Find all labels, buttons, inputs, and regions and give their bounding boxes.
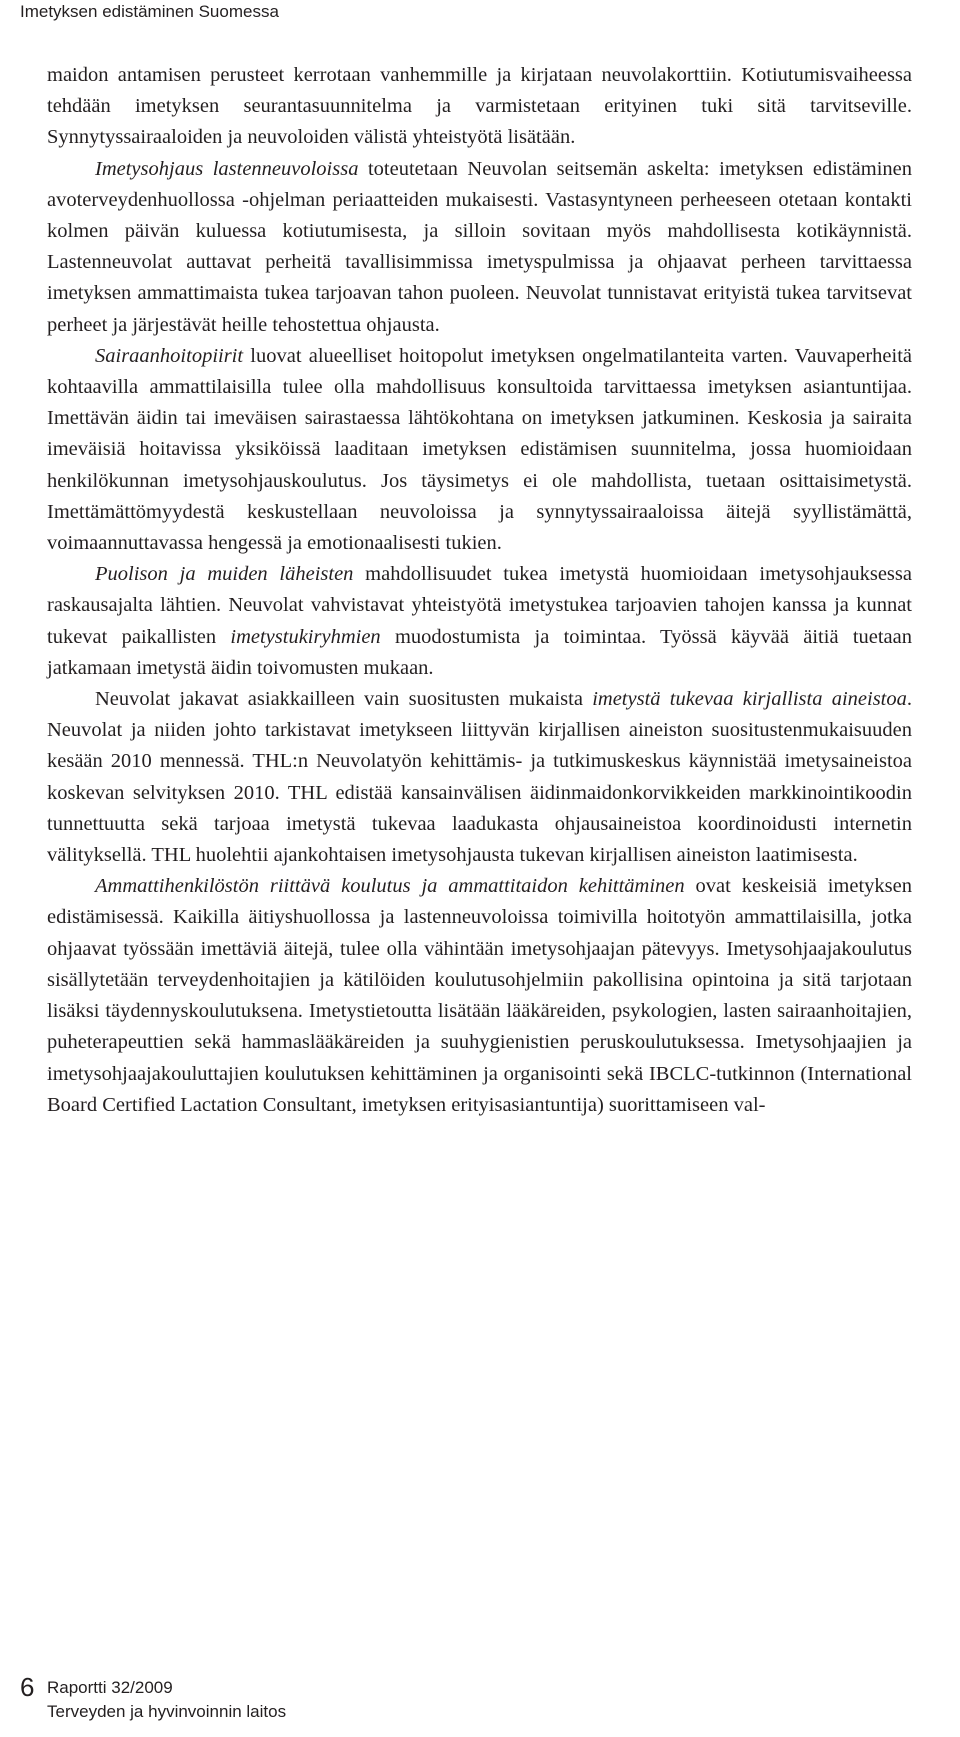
running-header: Imetyksen edistäminen Suomessa (20, 2, 279, 21)
italic-phrase: imetystä tukevaa kirjallista aineistoa (592, 688, 907, 711)
text-run: muodostumista ja toimintaa. Työssä käyvää äitiä tuetaan jatkamaan imetystä äidin toivomusten mukaan. (47, 625, 913, 679)
italic-phrase: Ammattihenkilöstön riittävä koulutus ja ammattitaidon kehittäminen (95, 875, 685, 898)
page-number: 6 (20, 1672, 35, 1702)
italic-phrase: imetystukiryhmien (230, 625, 381, 648)
paragraph (47, 871, 912, 1121)
text-run: luovat alueelliset hoitopolut imetyksen ongelmatilanteita varten. Vauvaperheitä kohtaavilla ammattilaisilla tulee olla mahdollisuus konsultoida tarvittaessa imetyksen asiantuntijaa. Imettävän äidin tai imeväisen sairastaessa lähtökohtana on imetyksen jatkuminen. Keskosia ja sairaita imeväisiä hoitavissa yksiköissä laaditaan imetyksen edistämisen suunnitelma, jossa huomioidaan henkilökunnan imetysohjauskoulutus. Jos täysimetys ei ole mahdollista, tuetaan osittaisimetystä. Imettämättömyydestä keskustellaan neuvoloissa ja synnytyssairaaloissa äitejä syyllistämättä, voimaannuttavassa hengessä ja emotionaalisesti tukien. (47, 344, 912, 555)
paragraph (47, 341, 912, 559)
paragraph (47, 60, 912, 154)
publisher-name: Terveyden ja hyvinvoinnin laitos (47, 1702, 287, 1721)
footer (47, 1676, 286, 1724)
text-run: Neuvolat jakavat asiakkailleen vain suositusten mukaista (95, 688, 593, 711)
text-run: toteutetaan Neuvolan seitsemän askelta: imetyksen edistäminen avoterveydenhuollossa -ohjelman periaatteiden mukaisesti. Vastasyntyneen perheeseen otetaan kontakti kolmen päivän kuluessa kotiutumisesta, ja silloin sovitaan myös mahdollisesta kotikäynnistä. Lastenneuvolat auttavat perheitä tavallisimmissa imetyspulmissa ja ohjaavat perheen tarvittaessa imetyksen ammattimaista tukea tarjoavan tahon puoleen. Neuvolat tunnistavat erityistä tukea tarvitsevat perheet ja järjestävät heille tehostettua ohjausta. (47, 157, 912, 336)
text-run: mahdollisuudet tukea imetystä huomioidaan imetysohjauksessa raskausajalta lähtien. Neuvolat vahvistavat yhteistyötä imetystukea tarjoavien tahojen kanssa ja kunnat tukevat paikallisten (47, 563, 912, 648)
italic-phrase: Sairaanhoitopiirit (95, 344, 244, 367)
italic-phrase: Puolison ja muiden läheisten (95, 563, 354, 586)
paragraph (47, 684, 912, 871)
text-run: . Neuvolat ja niiden johto tarkistavat imetykseen liittyvän kirjallisen aineiston suositustenmukaisuuden kesään 2010 mennessä. THL:n Neuvolatyön kehittämis- ja tutkimuskeskus käynnistää imetysaineistoa koskevan selvityksen 2010. THL edistää kansainvälisen äidinmaidonkorvikkeiden markkinointikoodin tunnettuutta sekä tarjoaa imetystä tukevaa laadukasta ohjausaineistoa koordinoidusti internetin välityksellä. THL huolehtii ajankohtaisen imetysohjausta tukevan kirjallisen aineiston laatimisesta. (47, 688, 912, 867)
report-number: Raportti 32/2009 (47, 1678, 173, 1697)
paragraph (47, 559, 912, 684)
text-run: ovat keskeisiä imetyksen edistämisessä. Kaikilla äitiyshuollossa ja lastenneuvoloissa toimivilla hoitotyön ammattilaisilla, jotka ohjaavat työssään imettäviä äitejä, tulee olla vähintään imetysohjaajan pätevyys. Imetysohjaajakoulutus sisällytetään terveydenhoitajien ja kätilöiden koulutusohjelmiin pakollisina opintoina ja sitä tarjotaan lisäksi täydennyskoulutuksena. Imetystietoutta lisätään lääkäreiden, psykologien, lasten sairaanhoitajien, puheterapeuttien sekä hammaslääkäreiden ja suuhygienistien peruskoulutuksessa. Imetysohjaajien ja imetysohjaajakouluttajien koulutuksen kehittäminen ja organisointi sekä IBCLC-tutkinnon (International Board Certified Lactation Consultant, imetyksen erityisasiantuntija) suorittamiseen val- (47, 875, 912, 1116)
text-run: maidon antamisen perusteet kerrotaan vanhemmille ja kirjataan neuvolakorttiin. Kotiutumisvaiheessa tehdään imetyksen seurantasuunnitelma ja varmistetaan erityinen tuki sitä tarvitseville. Synnytyssairaaloiden ja neuvoloiden välistä yhteistyötä lisätään. (47, 64, 912, 149)
body-text (47, 60, 912, 1121)
italic-phrase: Imetysohjaus lastenneuvoloissa (95, 157, 359, 180)
paragraph (47, 154, 912, 341)
